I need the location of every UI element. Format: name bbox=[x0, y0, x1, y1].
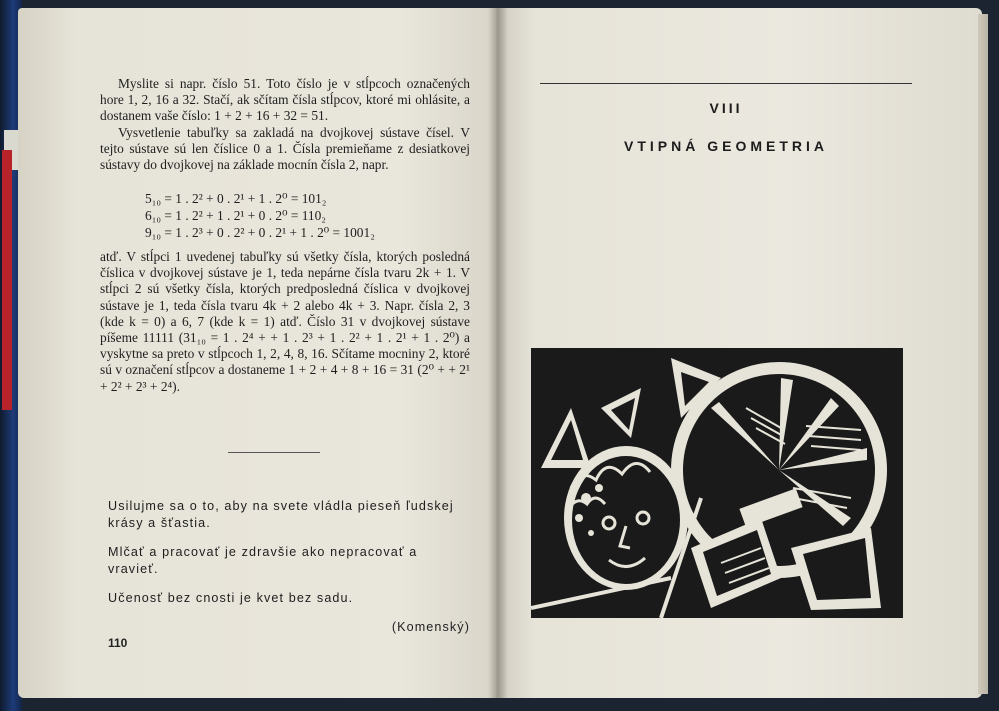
quote-3: Učenosť bez cnosti je kvet bez sadu. bbox=[108, 591, 354, 605]
quotes-block bbox=[108, 498, 470, 648]
paragraph-explanation: Vysvetlenie tabuľky sa zakladá na dvojkovej sústave čísel. V tejto sústave sú len číslice 0 a 1. Čísla premieňame z desiatkovej sústavy do dvojkovej na základe mocnín čísla 2, napr. bbox=[100, 124, 470, 173]
chapter-number: VIII bbox=[709, 100, 743, 116]
chapter-title: VTIPNÁ GEOMETRIA bbox=[623, 138, 828, 154]
quote-2: Mlčať a pracovať je zdravšie ako nepracovať a vravieť. bbox=[108, 545, 418, 576]
chapter-rule bbox=[540, 83, 912, 84]
page-number: 110 bbox=[108, 636, 128, 650]
formula-9: 9₁₀ = 1 . 2³ + 0 . 2² + 0 . 2¹ + 1 . 2⁰ = 1001₂ bbox=[145, 225, 375, 240]
quote-1: Usilujme sa o to, aby na svete vládla pieseň ľudskej krásy a šťastia. bbox=[108, 499, 454, 530]
paragraph-example: Myslite si napr. číslo 51. Toto číslo je v stĺpcoch označených hore 1, 2, 16 a 32. Stačí, ak sčítam čísla stĺpcov, ktoré mi ohlásite, a dostanem vaše číslo: 1 + 2 + 16 + 32 = 51. Vysvetlenie tabuľky sa zakladá na dvojkovej sústave čísel. V tejto sústave sú len číslice 0 a 1. Čísla premieňame z desiatkovej sústavy do dvojkovej na základe mocnín čísla 2, napr. bbox=[100, 76, 470, 173]
book-spine-shadow bbox=[488, 8, 508, 698]
cover-red-strip bbox=[2, 150, 12, 410]
page-edges bbox=[978, 14, 988, 694]
formula-list bbox=[145, 190, 375, 241]
section-divider bbox=[228, 452, 320, 453]
paragraph-columns: atď. V stĺpci 1 uvedenej tabuľky sú všetky čísla, ktorých posledná číslica v dvojkovej sústave je 1, teda nepárne čísla tvaru 2k + 1. V stĺpci 2 sú všetky čísla, ktorých predposledná číslica v dvojkovej sústave je 1, teda čísla tvaru 4k + 2 alebo 4k + 3. Napr. čísla 2, 3 (kde k = 0) a 6, 7 (kde k = 1) atď. Číslo 31 v dvojkovej sústave píšeme 11111 (31₁₀ = 1 . 2⁴ + + 1 . 2³ + 1 . 2² + 1 . 2¹ + 1 . 2⁰) a vyskytne sa preto v stĺpcoch 1, 2, 4, 8, 16. Sčítame mocniny 2, ktoré sú v označení stĺpcov a dostaneme 1 + 2 + 4 + 8 + 16 = 31 (2⁰ + + 2¹ + 2² + 2³ + 2⁴). bbox=[100, 249, 470, 394]
formula-5: 5₁₀ = 1 . 2² + 0 . 2¹ + 1 . 2⁰ = 101₂ bbox=[145, 191, 327, 206]
quote-author: (Komenský) bbox=[391, 620, 470, 634]
formula-6: 6₁₀ = 1 . 2² + 1 . 2¹ + 0 . 2⁰ = 110₂ bbox=[145, 208, 326, 223]
woodcut-illustration bbox=[531, 348, 903, 618]
